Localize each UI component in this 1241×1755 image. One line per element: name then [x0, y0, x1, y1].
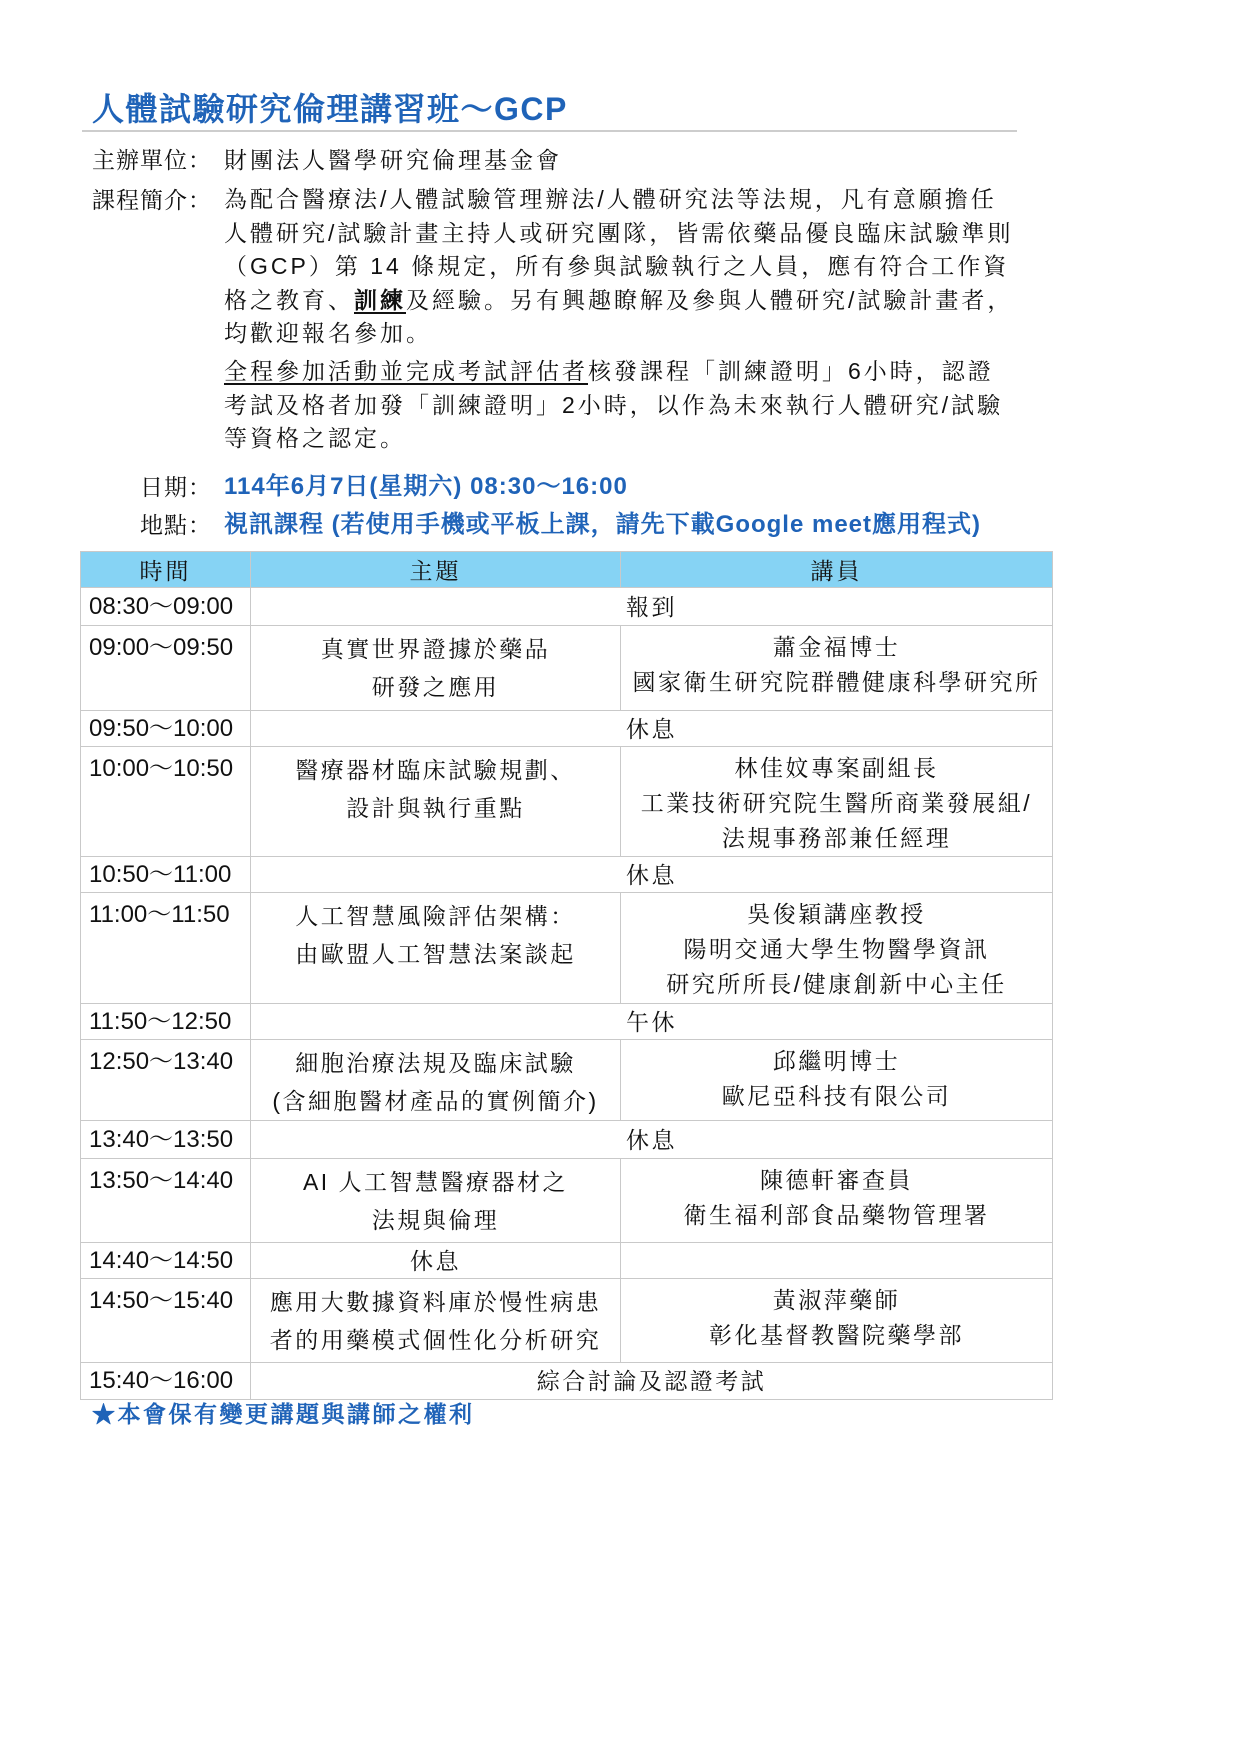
time-cell: 12:50～13:40 — [81, 1040, 251, 1121]
topic-cell — [251, 626, 621, 711]
speaker-name: 蕭金福博士 — [772, 634, 901, 660]
topic-cell — [251, 1159, 621, 1243]
location-value: 視訊課程 (若使用手機或平板上課，請先下載Google meet應用程式) — [224, 511, 982, 538]
topic-cell — [251, 747, 621, 857]
activity-cell: 休息 — [251, 1121, 1053, 1159]
table-row — [81, 1121, 1053, 1159]
header-topic: 主題 — [251, 552, 621, 588]
speaker-affiliation: 陽明交通大學生物醫學資訊 — [683, 936, 990, 962]
speaker-cell — [621, 1159, 1053, 1243]
certificate-line: 考試及格者加發「訓練證明」2小時，以作為未來執行人體研究/試驗 — [224, 391, 1004, 418]
time-cell: 10:00～10:50 — [81, 747, 251, 857]
topic-line: 應用大數據資料庫於慢性病患 — [269, 1289, 602, 1315]
table-row — [81, 1159, 1053, 1243]
table-row — [81, 747, 1053, 857]
topic-line: 細胞治療法規及臨床試驗 — [295, 1050, 576, 1076]
time-cell: 08:30～09:00 — [81, 588, 251, 626]
topic-line: 真實世界證據於藥品 — [320, 636, 551, 662]
page-title: 人體試驗研究倫理講習班～GCP — [92, 91, 568, 127]
activity-cell: 午休 — [251, 1004, 1053, 1040]
intro-text: 格之教育、 — [224, 286, 354, 313]
topic-line: 人工智慧風險評估架構： — [295, 903, 576, 929]
certificate-condition: 全程參加活動並完成考試評估者 — [224, 358, 588, 384]
speaker-affiliation: 法規事務部兼任經理 — [721, 825, 952, 851]
time-cell: 11:00～11:50 — [81, 893, 251, 1004]
activity-cell: 休息 — [251, 857, 1053, 893]
speaker-cell — [621, 1279, 1053, 1363]
table-row — [81, 1040, 1053, 1121]
topic-line: 研發之應用 — [371, 674, 500, 700]
speaker-affiliation: 衛生福利部食品藥物管理署 — [683, 1202, 990, 1228]
topic-line: 法規與倫理 — [371, 1207, 500, 1233]
intro-label: 課程簡介： — [92, 187, 212, 213]
intro-line — [224, 284, 1013, 318]
time-cell: 15:40～16:00 — [81, 1363, 251, 1400]
topic-line: 由歐盟人工智慧法案談起 — [295, 941, 576, 967]
intro-line: 均歡迎報名參加。 — [224, 320, 432, 346]
speaker-cell — [621, 893, 1053, 1004]
time-cell: 10:50～11:00 — [81, 857, 251, 893]
location-label: 地點： — [140, 512, 212, 538]
table-row — [81, 1363, 1053, 1400]
time-cell: 09:00～09:50 — [81, 626, 251, 711]
time-cell: 14:50～15:40 — [81, 1279, 251, 1363]
schedule-table — [80, 551, 1053, 1400]
speaker-affiliation: 工業技術研究院生醫所商業發展組/ — [640, 790, 1033, 816]
header-time: 時間 — [81, 552, 251, 588]
table-row — [81, 1279, 1053, 1363]
certificate-line: 等資格之認定。 — [224, 425, 406, 451]
intro-text: 及經驗。另有興趣瞭解及參與人體研究/試驗計畫者， — [406, 286, 1014, 313]
intro-line: 為配合醫療法/人體試驗管理辦法/人體研究法等法規，凡有意願擔任 — [224, 186, 997, 212]
organizer-value: 財團法人醫學研究倫理基金會 — [224, 147, 562, 173]
table-row — [81, 626, 1053, 711]
intro-paragraph — [224, 183, 1013, 351]
title-divider — [82, 130, 1017, 132]
intro-line: 人體研究/試驗計畫主持人或研究團隊，皆需依藥品優良臨床試驗準則 — [224, 219, 1014, 246]
speaker-affiliation: 國家衛生研究院群體健康科學研究所 — [632, 669, 1041, 695]
organizer-label: 主辦單位： — [92, 147, 212, 173]
topic-line: AI 人工智慧醫療器材之 — [302, 1169, 569, 1195]
table-row — [81, 1004, 1053, 1040]
speaker-affiliation: 歐尼亞科技有限公司 — [721, 1083, 952, 1109]
speaker-cell — [621, 1243, 1053, 1279]
certificate-text: 核發課程「訓練證明」6小時，認證 — [588, 358, 994, 384]
table-header-row — [81, 552, 1053, 588]
certificate-line — [224, 355, 1003, 389]
activity-cell: 休息 — [251, 711, 1053, 747]
date-label: 日期： — [140, 474, 212, 500]
rights-notice: ★本會保有變更講題與講師之權利 — [92, 1401, 475, 1427]
topic-line: 者的用藥模式個性化分析研究 — [269, 1327, 602, 1353]
training-emphasis: 訓練 — [354, 286, 406, 313]
header-speaker: 講員 — [621, 552, 1053, 588]
activity-cell: 報到 — [251, 588, 1053, 626]
topic-line: (含細胞醫材產品的實例簡介) — [272, 1088, 599, 1114]
speaker-name: 林佳妏專案副組長 — [734, 755, 939, 781]
certificate-paragraph — [224, 355, 1003, 456]
speaker-affiliation: 研究所所長/健康創新中心主任 — [666, 971, 1007, 997]
speaker-cell — [621, 747, 1053, 857]
speaker-cell — [621, 626, 1053, 711]
time-cell: 13:50～14:40 — [81, 1159, 251, 1243]
date-value: 114年6月7日(星期六) 08:30～16:00 — [224, 473, 628, 500]
time-cell: 09:50～10:00 — [81, 711, 251, 747]
time-cell: 11:50～12:50 — [81, 1004, 251, 1040]
table-row — [81, 588, 1053, 626]
table-row — [81, 857, 1053, 893]
activity-cell: 綜合討論及認證考試 — [251, 1363, 1053, 1400]
table-row — [81, 711, 1053, 747]
table-row — [81, 893, 1053, 1004]
topic-cell — [251, 893, 621, 1004]
topic-cell — [251, 1040, 621, 1121]
topic-line: 醫療器材臨床試驗規劃、 — [295, 757, 576, 783]
time-cell: 13:40～13:50 — [81, 1121, 251, 1159]
topic-line: 設計與執行重點 — [346, 795, 525, 821]
intro-line: （GCP）第 14 條規定，所有參與試驗執行之人員，應有符合工作資 — [224, 253, 1010, 279]
speaker-name: 吳俊穎講座教授 — [747, 901, 926, 927]
speaker-name: 邱繼明博士 — [772, 1048, 901, 1074]
table-row — [81, 1243, 1053, 1279]
speaker-affiliation: 彰化基督教醫院藥學部 — [709, 1322, 964, 1348]
speaker-name: 陳德軒審查員 — [760, 1167, 913, 1193]
topic-cell: 休息 — [251, 1243, 621, 1279]
topic-cell — [251, 1279, 621, 1363]
time-cell: 14:40～14:50 — [81, 1243, 251, 1279]
speaker-cell — [621, 1040, 1053, 1121]
speaker-name: 黃淑萍藥師 — [772, 1287, 901, 1313]
